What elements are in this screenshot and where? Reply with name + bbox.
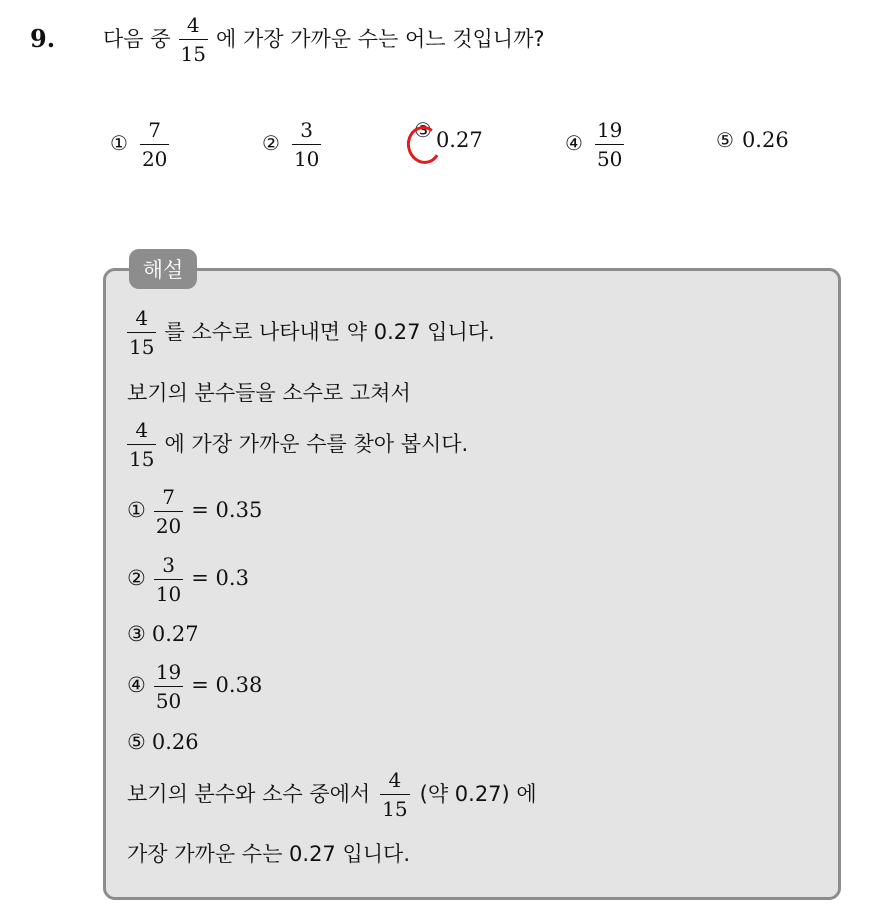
- solution-conclusion-1: [127, 768, 537, 821]
- fraction-numerator: 4: [186, 13, 200, 37]
- choice-2[interactable]: [262, 118, 325, 171]
- fraction-numerator: 4: [388, 768, 402, 792]
- conclusion-fraction: [380, 770, 409, 819]
- fraction-denominator: 20: [140, 144, 169, 169]
- choice-fraction: [595, 120, 624, 169]
- conclusion-text-after: (약 0.27) 에: [419, 781, 537, 806]
- solution-fraction: [127, 420, 156, 469]
- item-result: = 0.35: [191, 497, 263, 522]
- question-text-after: 에 가장 가까운 수는 어느 것입니까?: [216, 26, 545, 51]
- fraction-denominator: 15: [179, 39, 208, 64]
- choice-value: 0.26: [741, 128, 789, 152]
- item-marker: ③: [127, 622, 146, 646]
- choice-4[interactable]: [565, 118, 628, 171]
- fraction-numerator: 4: [135, 306, 149, 330]
- choice-fraction: [140, 120, 169, 169]
- choice-marker: ②: [262, 130, 280, 155]
- solution-line-1: [127, 306, 495, 359]
- fraction-denominator: 15: [127, 444, 156, 469]
- solution-tab: 해설: [129, 249, 197, 289]
- item-fraction: [154, 662, 183, 711]
- solution-conclusion-2: 가장 가까운 수는 0.27 입니다.: [127, 842, 410, 866]
- solution-item-4: [127, 660, 263, 713]
- fraction-denominator: 15: [380, 794, 409, 819]
- item-marker: ⑤: [127, 730, 146, 754]
- item-marker: ④: [127, 672, 146, 697]
- solution-text: 를 소수로 나타내면 약 0.27 입니다.: [164, 319, 495, 344]
- choice-marker: ⑤: [716, 128, 734, 152]
- item-result: = 0.3: [191, 565, 249, 590]
- fraction-numerator: 7: [148, 118, 162, 142]
- choice-1[interactable]: [110, 118, 173, 171]
- choice-marker: ③: [414, 118, 432, 142]
- item-value: 0.26: [151, 730, 199, 754]
- fraction-numerator: 19: [596, 118, 623, 142]
- choice-marker: ④: [565, 130, 583, 155]
- choice-marker: ①: [110, 130, 128, 155]
- conclusion-text-before: 보기의 분수와 소수 중에서: [127, 781, 371, 806]
- solution-line-3: [127, 418, 469, 471]
- item-value: 0.27: [151, 622, 199, 646]
- solution-item-5: [127, 730, 199, 754]
- fraction-numerator: 19: [155, 660, 182, 684]
- solution-line-2: 보기의 분수들을 소수로 고쳐서: [127, 381, 411, 405]
- choice-value: 0.27: [435, 128, 483, 152]
- fraction-numerator: 7: [162, 485, 175, 509]
- solution-text: 에 가장 가까운 수를 찾아 봅시다.: [164, 431, 469, 456]
- solution-item-1: [127, 485, 263, 538]
- choice-3[interactable]: [414, 118, 483, 152]
- question-text: [103, 13, 545, 66]
- fraction-denominator: 50: [154, 686, 183, 711]
- item-marker: ①: [127, 497, 146, 522]
- fraction-denominator: 10: [292, 144, 321, 169]
- question-number: 9.: [30, 24, 56, 53]
- question-text-before: 다음 중: [103, 26, 171, 51]
- item-result: = 0.38: [191, 672, 263, 697]
- fraction-denominator: 20: [154, 511, 183, 536]
- fraction-denominator: 10: [154, 579, 183, 604]
- item-fraction: [154, 555, 183, 604]
- choice-fraction: [292, 120, 321, 169]
- fraction-numerator: 3: [300, 118, 314, 142]
- question-fraction: [179, 15, 208, 64]
- fraction-numerator: 4: [135, 418, 149, 442]
- fraction-denominator: 15: [127, 332, 156, 357]
- fraction-denominator: 50: [595, 144, 624, 169]
- item-fraction: [154, 487, 183, 536]
- solution-fraction: [127, 308, 156, 357]
- item-marker: ②: [127, 565, 146, 590]
- solution-item-2: [127, 553, 249, 606]
- solution-item-3: [127, 622, 199, 646]
- fraction-numerator: 3: [162, 553, 175, 577]
- choice-5[interactable]: [716, 128, 789, 152]
